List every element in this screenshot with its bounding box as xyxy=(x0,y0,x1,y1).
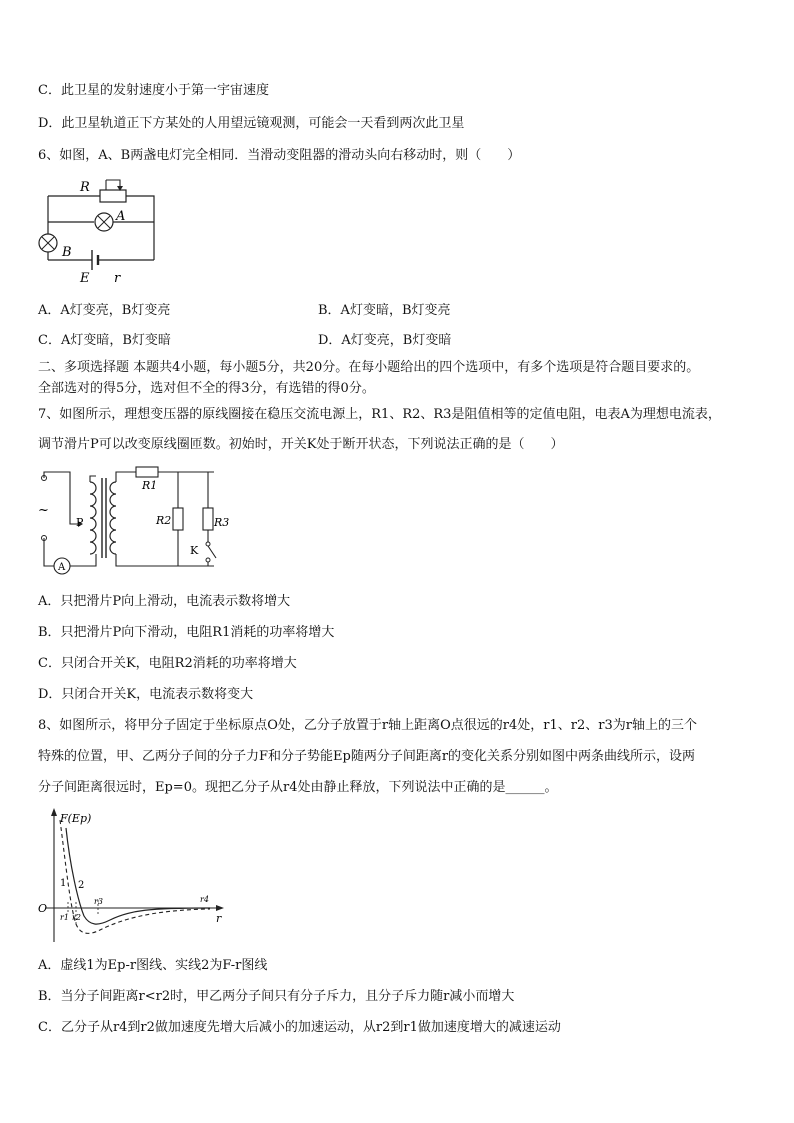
q8-y-axis-label: F(Ep) xyxy=(60,812,92,825)
section2-heading-line1: 二、多项选择题 本题共4小题，每小题5分，共20分。在每小题给出的四个选项中，有多个选项是符合题目要求的。 xyxy=(38,360,700,375)
section2-heading-line2: 全部选对的得5分，选对但不全的得3分，有选错的得0分。 xyxy=(38,381,375,396)
q8-stem-line1: 8、如图所示，将甲分子固定于坐标原点O处，乙分子放置于r轴上距离O点很远的r4处，r1、r2、r3为r轴上的三个 xyxy=(38,718,697,733)
q6-label-r-rheostat: R xyxy=(80,180,90,195)
q7-option-c: C．只闭合开关K，电阻R2消耗的功率将增大 xyxy=(38,656,297,671)
q7-option-b: B．只把滑片P向下滑动，电阻R1消耗的功率将增大 xyxy=(38,625,335,640)
q7-label-r3: R3 xyxy=(214,516,230,529)
q7-label-r2: R2 xyxy=(156,514,172,527)
q7-stem-line1: 7、如图所示，理想变压器的原线圈接在稳压交流电源上，R1、R2、R3是阻值相等的定值电阻，电表A为理想电流表， xyxy=(38,407,721,422)
switch-k-icon xyxy=(208,546,216,558)
q6-label-a: A xyxy=(116,209,126,224)
q7-option-a: A．只把滑片P向上滑动，电流表示数将增大 xyxy=(38,594,291,609)
q6-circuit-diagram xyxy=(36,176,162,288)
q6-stem: 6、如图，A、B两盏电灯完全相同．当滑动变阻器的滑动头向右移动时，则（ ） xyxy=(38,148,521,163)
q7-stem-line2: 调节滑片P可以改变原线圈匝数。初始时，开关K处于断开状态，下列说法正确的是（ ） xyxy=(38,437,564,452)
q8-option-c: C．乙分子从r4到r2做加速度先增大后减小的加速运动，从r2到r1做加速度增大的减速运动 xyxy=(38,1020,561,1035)
q7-ac-tilde: ~ xyxy=(38,503,49,518)
q8-stem-line3: 分子间距离很远时，Ep=0。现把乙分子从r4处由静止释放，下列说法中正确的是______。 xyxy=(38,780,558,795)
q7-label-r1: R1 xyxy=(142,479,158,492)
q6-option-b: B．A灯变暗，B灯变亮 xyxy=(318,303,451,318)
q8-stem-line2: 特殊的位置，甲、乙两分子间的分子力F和分子势能Ep随两分子间距离r的变化关系分别如图中两条曲线所示，设两 xyxy=(38,749,696,764)
q8-curve2-label: 2 xyxy=(78,880,85,891)
q6-option-a: A．A灯变亮，B灯变亮 xyxy=(38,303,171,318)
q8-option-a: A．虚线1为Ep-r图线、实线2为F-r图线 xyxy=(38,958,268,973)
q7-label-k: K xyxy=(190,544,199,557)
q8-x-axis-label: r xyxy=(216,912,222,925)
q6-option-c: C．A灯变暗，B灯变暗 xyxy=(38,333,171,348)
q8-option-b: B．当分子间距离r<r2时，甲乙两分子间只有分子斥力，且分子斥力随r减小而增大 xyxy=(38,989,515,1004)
q5-option-d: D．此卫星轨道正下方某处的人用望远镜观测，可能会一天看到两次此卫星 xyxy=(38,116,465,131)
q6-option-d: D．A灯变亮，B灯变暗 xyxy=(318,333,452,348)
q8-force-potential-graph xyxy=(40,806,230,948)
q6-label-e: E xyxy=(80,271,90,286)
q7-label-ammeter: A xyxy=(58,562,66,573)
q7-option-d: D．只闭合开关K，电流表示数将变大 xyxy=(38,687,254,702)
q5-option-c: C．此卫星的发射速度小于第一宇宙速度 xyxy=(38,83,269,98)
q7-transformer-diagram xyxy=(36,464,236,580)
q6-label-b: B xyxy=(62,245,72,260)
q8-label-r3: r3 xyxy=(94,897,103,906)
q8-origin-label: O xyxy=(38,902,48,915)
q8-label-r1: r1 xyxy=(60,913,69,922)
q8-label-r4: r4 xyxy=(200,895,209,904)
q6-label-r-internal: r xyxy=(114,271,121,286)
q8-curve1-label: 1 xyxy=(60,878,67,889)
q8-label-r2: r2 xyxy=(72,913,81,922)
q7-label-p: P xyxy=(76,516,84,529)
